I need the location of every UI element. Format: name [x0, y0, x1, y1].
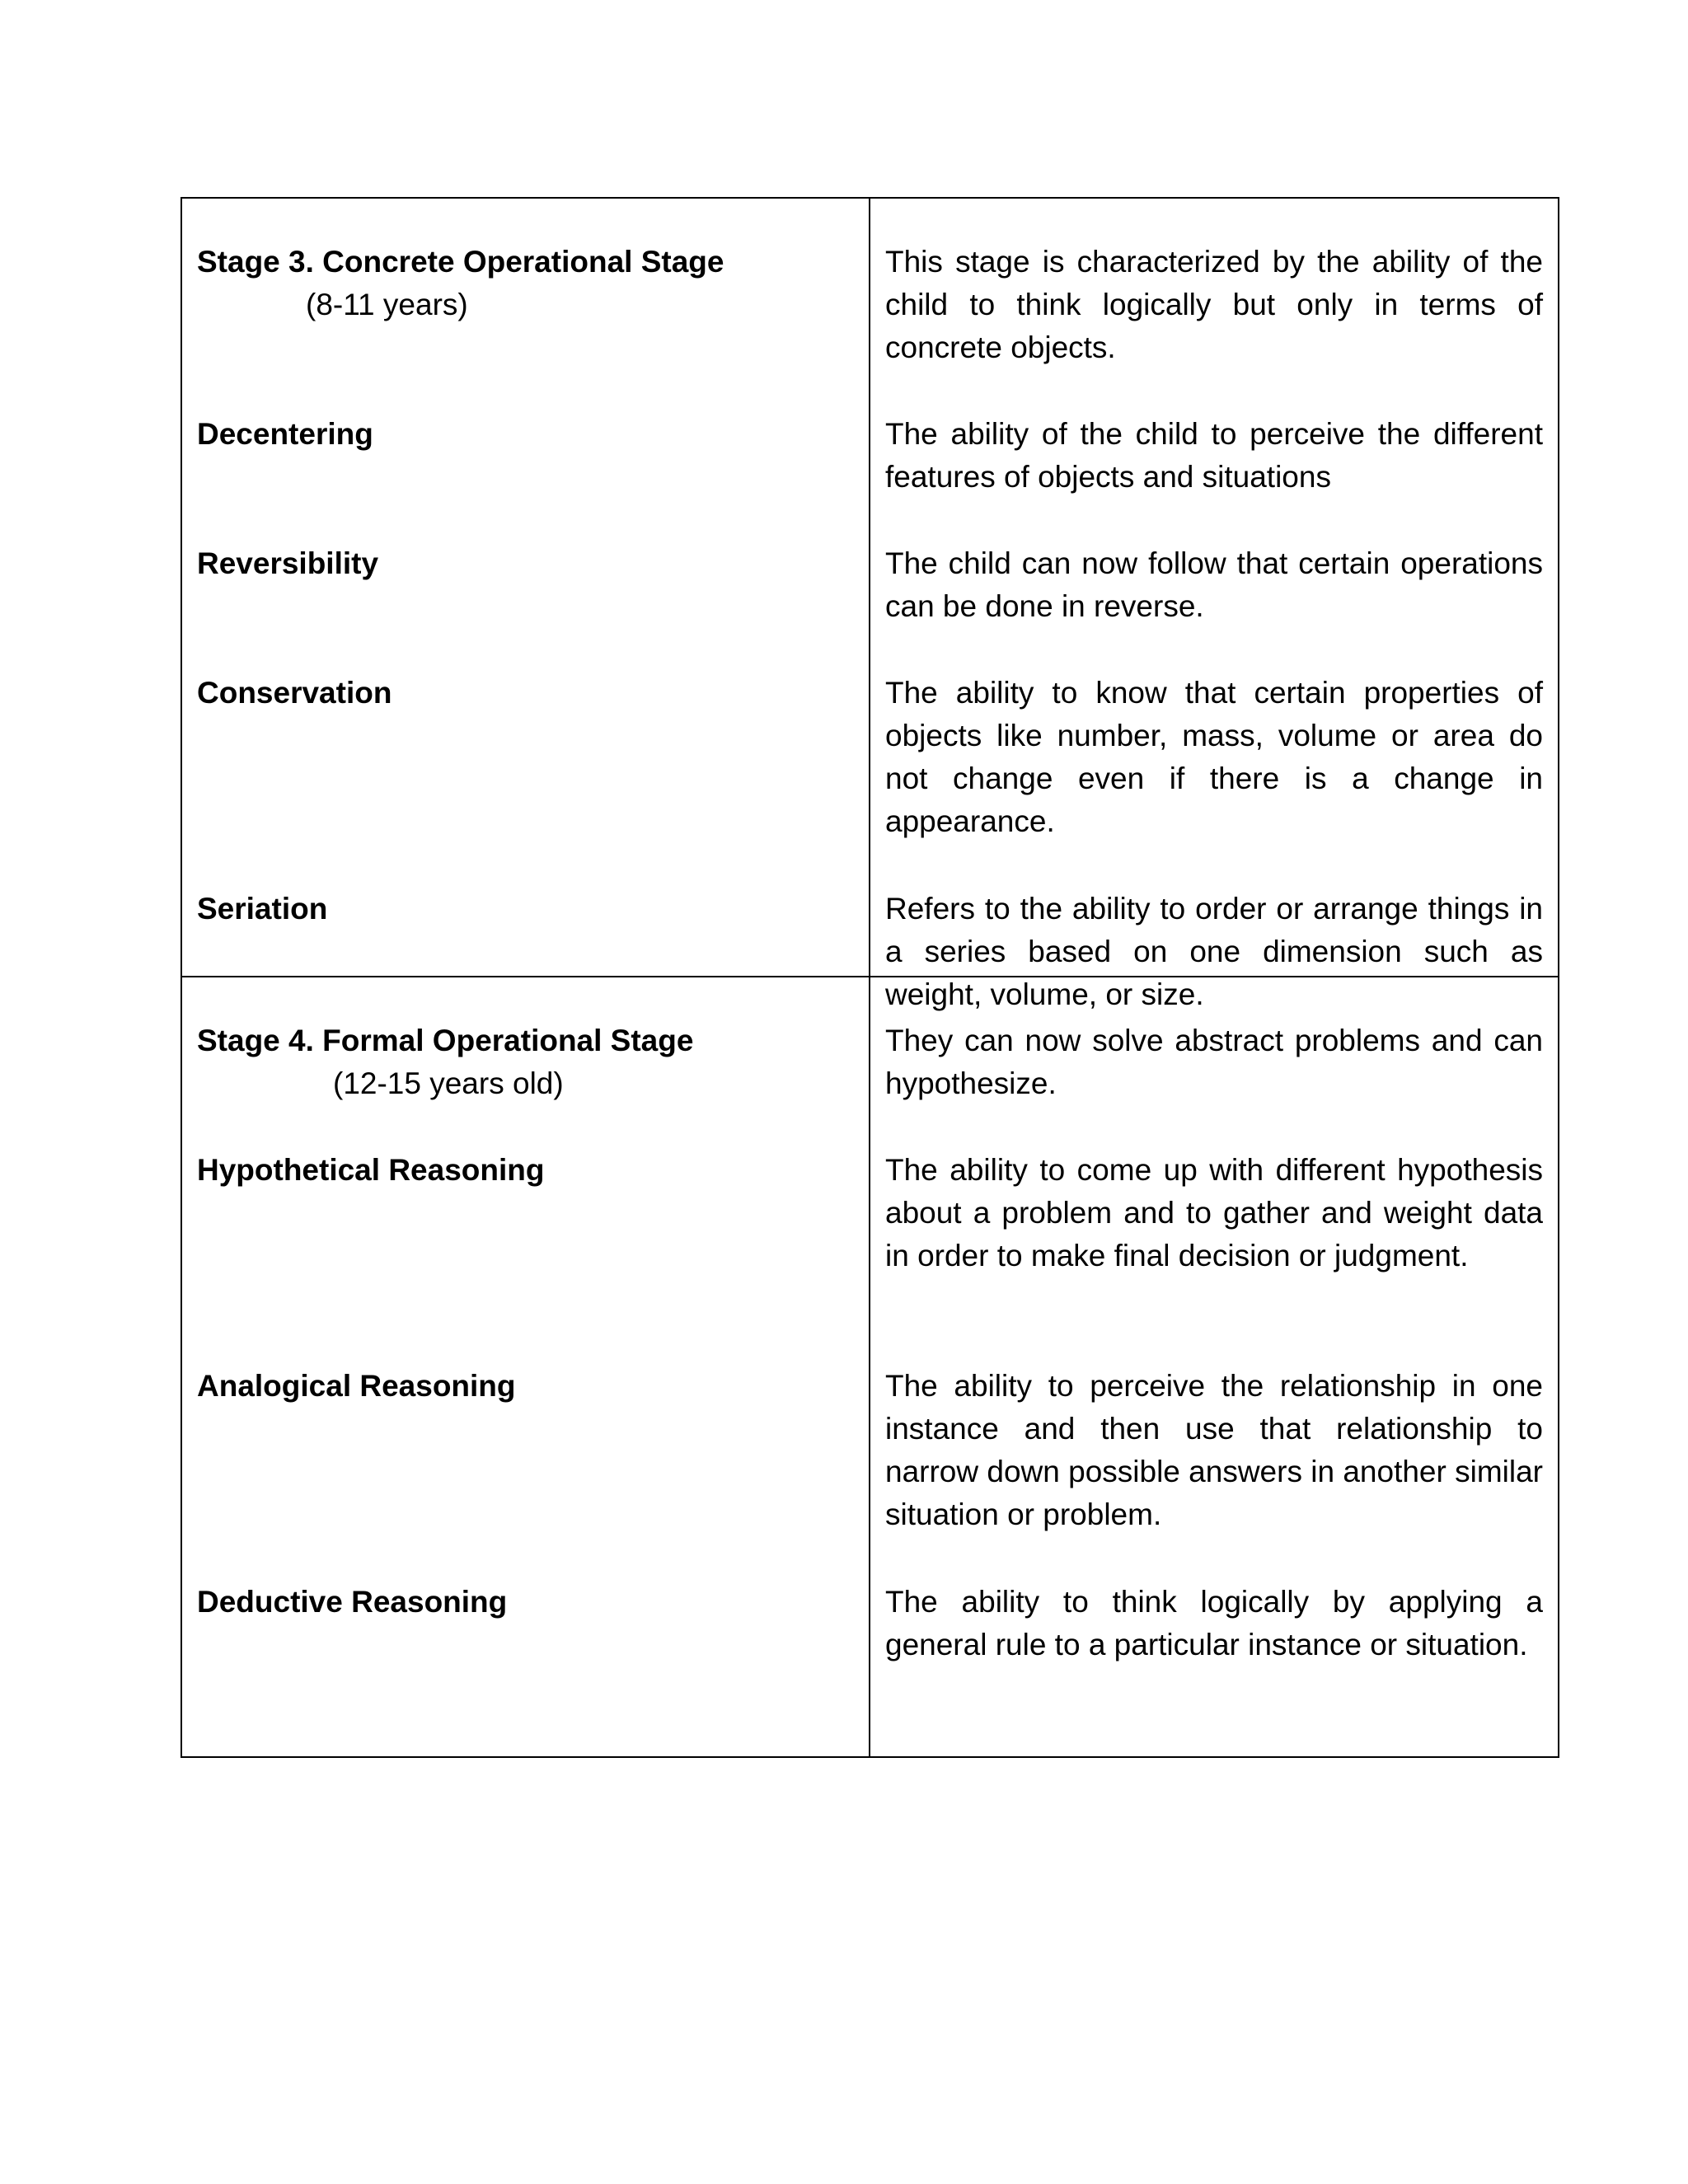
stage-3-age-range: (8-11 years): [306, 288, 468, 321]
description-entry: [885, 672, 1543, 888]
descriptions-cell-stage-3: [870, 198, 1559, 1011]
description-entry: [885, 1149, 1543, 1365]
stage-3-description: This stage is characterized by the ability of the child to think logically but only in terms of concrete objects.: [885, 245, 1543, 364]
term-entry: [197, 1365, 852, 1581]
term-reversibility: Reversibility: [197, 546, 379, 580]
term-decentering: Decentering: [197, 417, 373, 451]
term-entry: [197, 1149, 852, 1365]
stage-4-title: Stage 4. Formal Operational Stage: [197, 1024, 694, 1057]
reversibility-description: The child can now follow that certain operations can be done in reverse.: [885, 546, 1543, 623]
description-entry: [885, 1019, 1543, 1149]
term-hypothetical-reasoning: Hypothetical Reasoning: [197, 1153, 545, 1187]
stage-3-title: Stage 3. Concrete Operational Stage: [197, 245, 724, 279]
term-entry: [197, 241, 852, 413]
term-entry: [197, 672, 852, 888]
table-row-stage-3: [181, 198, 1559, 977]
term-entry: [197, 1581, 852, 1624]
terms-cell-stage-3: [181, 198, 870, 977]
description-entry: [885, 1581, 1543, 1666]
term-analogical-reasoning: Analogical Reasoning: [197, 1369, 516, 1403]
term-seriation: Seriation: [197, 892, 328, 926]
stage-4-description: They can now solve abstract problems and can hypothesize.: [885, 1024, 1543, 1100]
descriptions-cell-stage-4: [870, 977, 1559, 1757]
term-deductive-reasoning: Deductive Reasoning: [197, 1585, 508, 1619]
term-conservation: Conservation: [197, 676, 392, 710]
description-entry: [885, 542, 1543, 672]
term-entry: [197, 542, 852, 672]
description-entry: [885, 241, 1543, 413]
seriation-description: Refers to the ability to order or arrange things in a series based on one dimension such as weight, volume, or size.: [885, 892, 1543, 1011]
stages-table: [181, 197, 1559, 1758]
hypothetical-reasoning-description: The ability to come up with different hypothesis about a problem and to gather and weight data in order to make final decision or judgment.: [885, 1153, 1543, 1272]
conservation-description: The ability to know that certain properties of objects like number, mass, volume or area do not change even if there is a change in appearance.: [885, 676, 1543, 838]
description-entry: [885, 1365, 1543, 1581]
terms-cell-stage-4: [181, 977, 870, 1757]
description-entry: [885, 888, 1543, 1016]
stage-4-age-range: (12-15 years old): [333, 1066, 564, 1100]
term-entry: [197, 888, 852, 930]
term-entry: [197, 1019, 852, 1149]
table-row-stage-4: [181, 977, 1559, 1757]
term-entry: [197, 413, 852, 542]
deductive-reasoning-description: The ability to think logically by applying a general rule to a particular instance or situation.: [885, 1585, 1543, 1661]
decentering-description: The ability of the child to perceive the different features of objects and situations: [885, 417, 1543, 494]
description-entry: [885, 413, 1543, 542]
analogical-reasoning-description: The ability to perceive the relationship in one instance and then use that relationship to narrow down possible answers in another similar situation or problem.: [885, 1369, 1543, 1531]
